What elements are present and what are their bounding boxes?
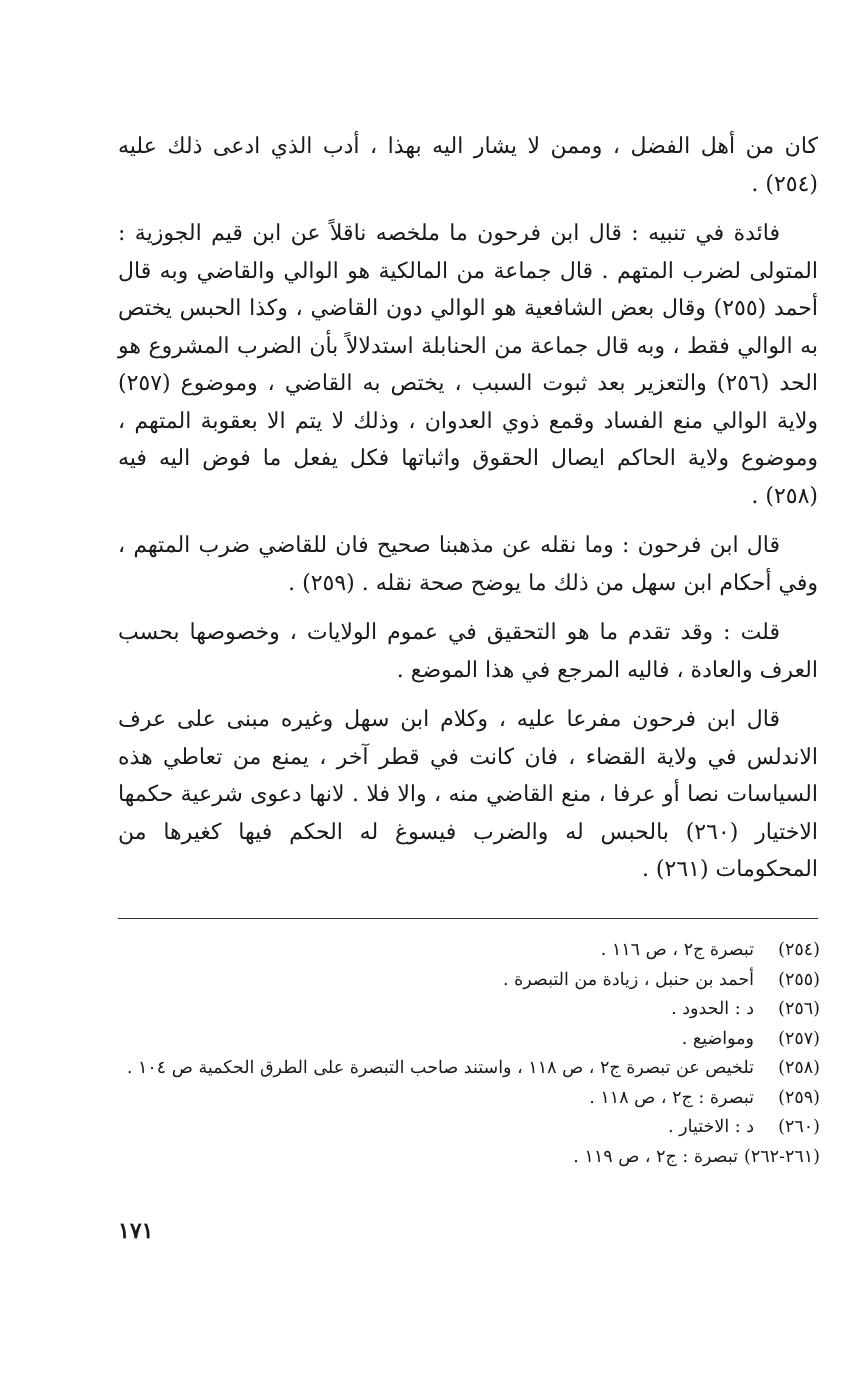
paragraph-4: قلت : وقد تقدم ما هو التحقيق في عموم الولايات ، وخصوصها بحسب العرف والعادة ، فاليه المرجع في هذا الموضع . [118, 620, 818, 683]
footnote-text: ومواضيع . [681, 1028, 754, 1049]
main-text [118, 128, 818, 901]
footnote-text: تبصرة ج٢ ، ص ١١٦ . [600, 940, 754, 960]
footnote-text: تبصرة : ج٢ ، ص ١١٩ . [573, 1146, 739, 1167]
footnote [115, 1113, 820, 1143]
footnote [115, 1025, 820, 1055]
paragraph-2: فائدة في تنبيه : قال ابن فرحون ما ملخصه ناقلاً عن ابن قيم الجوزية : المتولى لضرب المتهم . قال جماعة من المالكية هو الوالي والقاضي وبه قال أحمد (٢٥٥) وقال بعض الشافعية هو الوالي دون القاضي ، وكذا الحبس يختص به الوالي فقط ، وبه قال جماعة من الحنابلة استدلالاً بأن الضرب المشروع هو الحد (٢٥٦) والتعزير بعد ثبوت السبب ، يختص به القاضي ، وموضوع (٢٥٧) ولاية الوالي منع الفساد وقمع ذوي العدوان ، وذلك لا يتم الا بعقوبة المتهم ، وموضوع ولاية الحاكم ايصال الحقوق واثباتها فكل يفعل ما فوض اليه فيه (٢٥٨) . [118, 221, 818, 509]
paragraph-3: قال ابن فرحون : وما نقله عن مذهبنا صحيح فان للقاضي ضرب المتهم ، وفي أحكام ابن سهل من ذلك ما يوضح صحة نقله . (٢٥٩) . [118, 533, 818, 596]
footnote [115, 936, 820, 966]
footnote-text: أحمد بن حنبل ، زيادة من التبصرة . [502, 969, 754, 990]
footnote-text: تلخيص عن تبصرة ج٢ ، ص ١١٨ ، واستند صاحب التبصرة على الطرق الحكمية ص ١٠٤ . [126, 1058, 754, 1078]
paragraph-5: قال ابن فرحون مفرعا عليه ، وكلام ابن سهل وغيره مبنى على عرف الاندلس في ولاية القضاء ، فان كانت في قطر آخر ، يمنع من تعاطي هذه السياسات نصا أو عرفا ، منع القاضي منه ، والا فلا . لانها دعوى شرعية حكمها الاختيار (٢٦٠) بالحبس له والضرب فيسوغ له الحكم فيها كغيرها من المحكومات (٢٦١) . [118, 707, 818, 882]
footnote-text: د : الحدود . [671, 999, 754, 1019]
footnote-number: (٢٦٠) [778, 1117, 820, 1137]
footnote-number: (٢٥٦) [778, 999, 820, 1019]
footnote-number: (٢٥٥) [778, 969, 820, 990]
footnote-number: (٢٥٩) [778, 1087, 820, 1108]
page-number: ١٧١ [118, 1218, 154, 1244]
footnotes [115, 936, 820, 1172]
footnote [115, 995, 820, 1025]
footnote-number: (٢٥٧) [778, 1028, 820, 1049]
footnote-number: (٢٥٨) [778, 1058, 820, 1078]
footnote-divider [118, 918, 818, 919]
footnote-text: تبصرة : ج٢ ، ص ١١٨ . [589, 1087, 754, 1108]
footnote-number: (٢٦١-٢٦٢) [744, 1146, 820, 1167]
footnote [115, 1143, 820, 1173]
footnote [115, 1084, 820, 1114]
footnote-number: (٢٥٤) [778, 940, 820, 960]
footnote-text: د : الاختيار . [668, 1117, 754, 1137]
footnote [115, 966, 820, 996]
paragraph-1: كان من أهل الفضل ، وممن لا يشار اليه بهذا ، أدب الذي ادعى ذلك عليه (٢٥٤) . [118, 134, 818, 197]
footnote [115, 1054, 820, 1084]
